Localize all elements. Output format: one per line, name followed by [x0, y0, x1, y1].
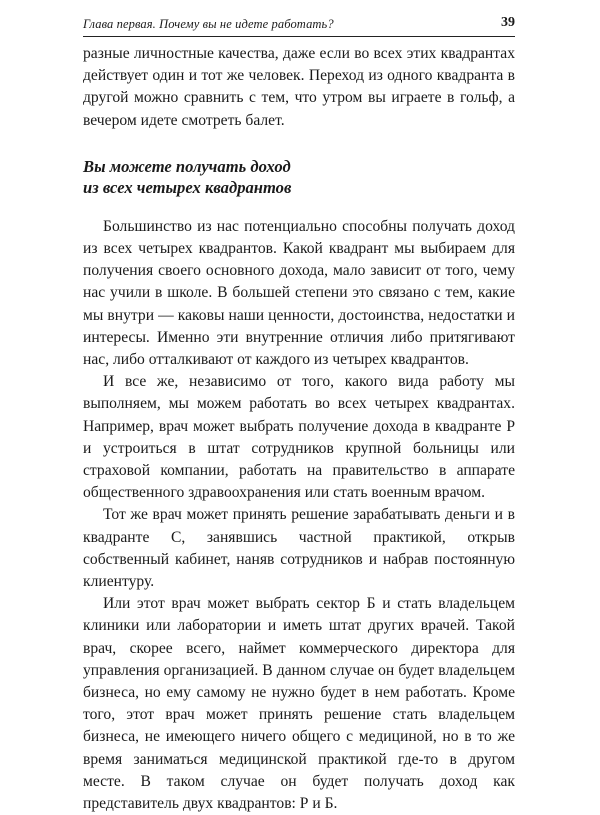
paragraph-continued: разные личностные качества, даже если во всех этих квадрантах действует один и тот же человек. Переход из одного квадранта в другой можно сравнить с тем, что утром вы играете в гольф, а вечером идете смотреть балет.: [83, 45, 515, 129]
body-text: [83, 43, 515, 815]
book-page: [83, 14, 515, 815]
paragraph: Большинство из нас потенциально способны получать доход из всех четырех квадрантов. Какой квадрант мы выбираем для получения своего основного дохода, мало зависит от того, чему нас учили в школе. В большей степени это связано с тем, какие мы внутри — каковы наши ценности, достоинства, недостатки и интересы. Именно эти внутренние отличия либо притягивают нас, либо отталкивают от каждого из четырех квадрантов.: [83, 217, 515, 369]
page-number: 39: [501, 15, 515, 30]
section-heading-line-2: из всех четырех квадрантов: [83, 177, 292, 197]
section-heading-line-1: Вы можете получать доход: [83, 156, 291, 176]
paragraph: И все же, независимо от того, какого вида работу мы выполняем, мы можем работать во всех четырех квадрантах. Например, врач может выбрать получение дохода в квадранте Р и устроиться в штат сотрудников крупной больницы или страховой компании, работать на правительство в аппарате общественного здравоохранения или стать военным врачом.: [83, 373, 515, 502]
section-heading: [83, 156, 515, 198]
running-header: [83, 14, 515, 37]
chapter-title: Глава первая. Почему вы не идете работать?: [83, 17, 334, 31]
paragraph: Или этот врач может выбрать сектор Б и стать владельцем клиники или лаборатории и иметь штат других врачей. Такой врач, скорее всего, наймет коммерческого директора для управления организацией. В данном случае он будет владельцем бизнеса, но ему самому не нужно будет в нем работать. Кроме того, этот врач может принять решение стать владельцем бизнеса, не имеющего ничего общего с медициной, но в то же время заниматься медицинской практикой где-то в другом месте. В таком случае он будет получать доход как представитель двух квадрантов: Р и Б.: [83, 595, 515, 813]
paragraph: Тот же врач может принять решение зарабатывать деньги и в квадранте С, занявшись частной практикой, открыв собственный кабинет, наняв сотрудников и набрав постоянную клиентуру.: [83, 506, 515, 591]
